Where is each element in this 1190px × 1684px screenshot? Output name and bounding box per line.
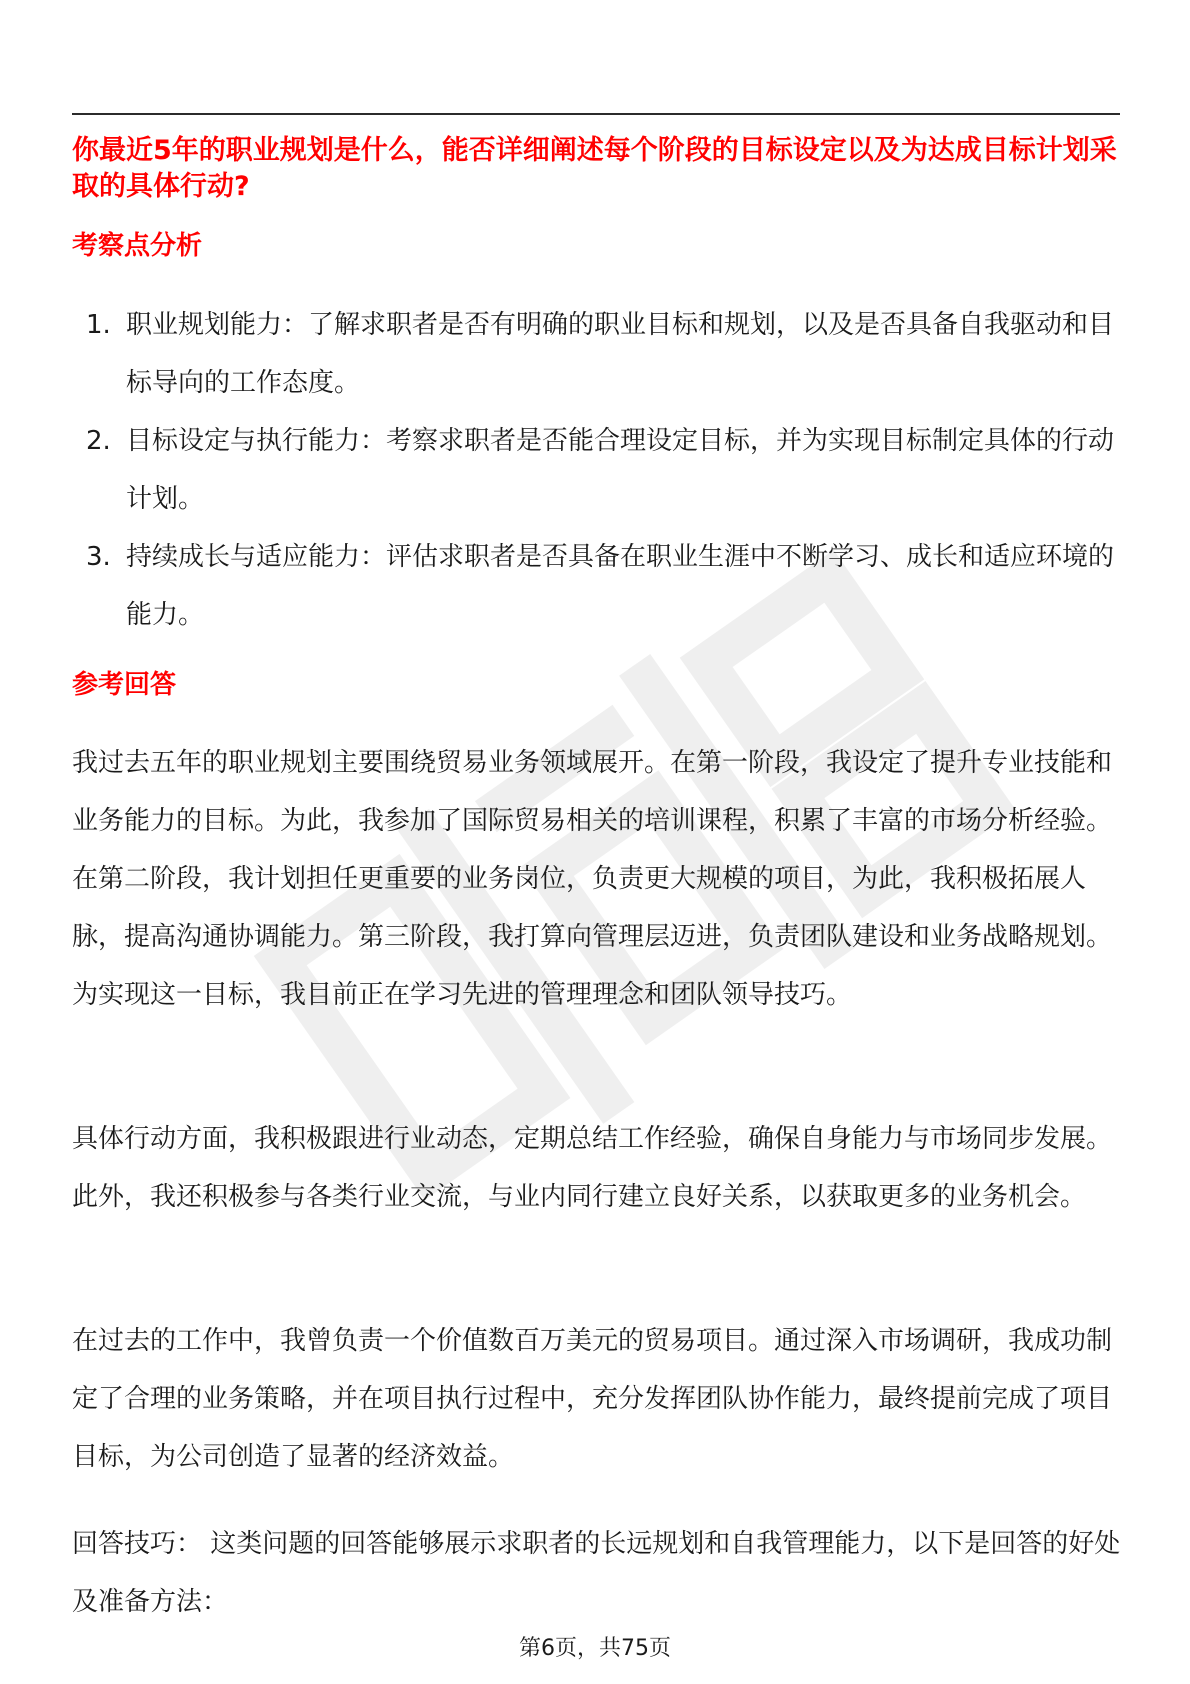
page-number-footer: 第6页，共75页: [519, 1636, 671, 1661]
answer-paragraph: 在过去的工作中，我曾负责一个价值数百万美元的贸易项目。通过深入市场调研，我成功制定了合理的业务策略，并在项目执行过程中，充分发挥团队协作能力，最终提前完成了项目目标，为公司创造了显著的经济效益。: [72, 1326, 1113, 1472]
list-item: [72, 412, 1120, 528]
list-item-number: 2.: [86, 426, 111, 456]
answer-heading: 参考回答: [72, 670, 177, 700]
answer-paragraph: 我过去五年的职业规划主要围绕贸易业务领域展开。在第一阶段，我设定了提升专业技能和业务能力的目标。为此，我参加了国际贸易相关的培训课程，积累了丰富的市场分析经验。在第二阶段，我计划担任更重要的业务岗位，负责更大规模的项目，为此，我积极拓展人脉，提高沟通协调能力。第三阶段，我打算向管理层迈进，负责团队建设和业务战略规划。为实现这一目标，我目前正在学习先进的管理理念和团队领导技巧。: [72, 748, 1113, 1010]
list-item-number: 3.: [86, 542, 111, 572]
list-item-text: 目标设定与执行能力：考察求职者是否能合理设定目标，并为实现目标制定具体的行动计划。: [126, 426, 1115, 514]
header-rule: [72, 113, 1120, 115]
analysis-list: [72, 296, 1120, 644]
list-item-text: 职业规划能力：了解求职者是否有明确的职业目标和规划，以及是否具备自我驱动和目标导向的工作态度。: [126, 310, 1115, 398]
answer-tips-paragraph: 回答技巧： 这类问题的回答能够展示求职者的长远规划和自我管理能力，以下是回答的好处及准备方法：: [72, 1529, 1121, 1617]
list-item: [72, 528, 1120, 644]
question-title: 你最近5年的职业规划是什么，能否详细阐述每个阶段的目标设定以及为达成目标计划采取的具体行动?: [72, 135, 1117, 202]
answer-paragraph: 具体行动方面，我积极跟进行业动态，定期总结工作经验，确保自身能力与市场同步发展。此外，我还积极参与各类行业交流，与业内同行建立良好关系，以获取更多的业务机会。: [72, 1124, 1113, 1212]
list-item: [72, 296, 1120, 412]
list-item-text: 持续成长与适应能力：评估求职者是否具备在职业生涯中不断学习、成长和适应环境的能力。: [126, 542, 1115, 630]
list-item-number: 1.: [86, 310, 111, 340]
analysis-heading: 考察点分析: [72, 231, 203, 261]
